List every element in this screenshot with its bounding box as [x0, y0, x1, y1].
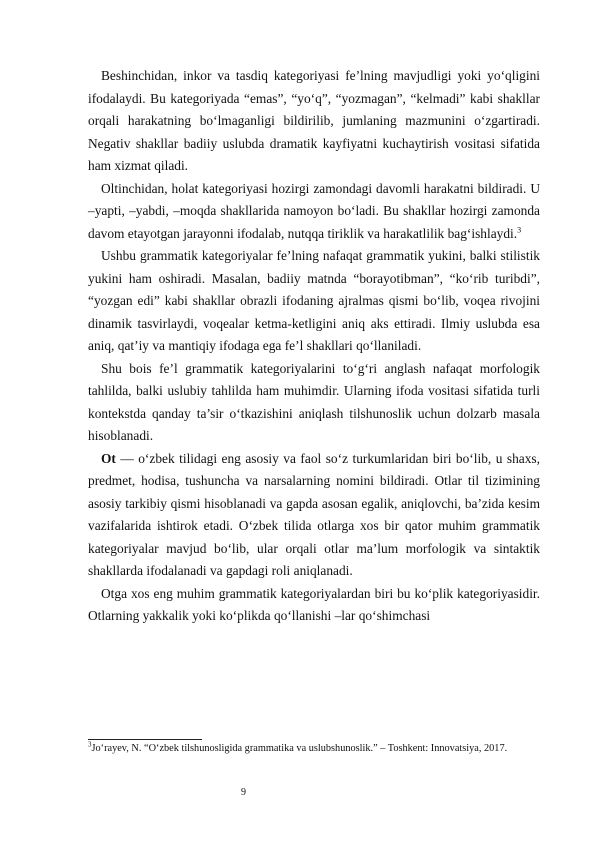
- page-number: 9: [241, 787, 246, 798]
- paragraph-inkor-tasdiq: Beshinchidan, inkor va tasdiq kategoriyasi fe’lning mavjudligi yoki yo‘qligini ifodalaydi. Bu kategoriyada “emas”, “yo‘q”, “yozmagan”, “kelmadi” kabi shakllar orqali harakatning bo‘lmaganligi bildirilib, jumlaning mazmunini o‘zgartiradi. Negativ shakllar badiiy uslubda dramatik kayfiyatni kuchaytirish vositasi sifatida ham xizmat qiladi.: [88, 68, 540, 173]
- paragraph-ot-text: — o‘zbek tilidagi eng asosiy va faol so‘z turkumlaridan biri bo‘lib, u shaxs, predmet, hodisa, tushuncha va narsalarning nomini bildiradi. Otlar til tizimining asosiy tarkibiy qismi hisoblanadi va gapda asosan egalik, aniqlovchi, ba’zida kesim vazifalarida ishtirok etadi. O‘zbek tilida otlarga xos bir qator muhim grammatik kategoriyalar mavjud bo‘lib, ular orqali otlar ma’lum morfologik va sintaktik shakllarda ifodalanadi va gapdagi roli aniqlanadi.: [88, 450, 540, 578]
- paragraph-holat-text: Oltinchidan, holat kategoriyasi hozirgi zamondagi davomli harakatni bildiradi. U –yapti, –yabdi, –moqda shakllarida namoyon bo‘ladi. Bu shakllar hozirgi zamonda davom etayotgan jarayonni ifodalab, nutqqa tiriklik va harakatlilik bag‘ishlaydi.: [88, 180, 540, 241]
- term-ot: Ot: [101, 450, 116, 466]
- footnote-text: Jo‘rayev, N. “O‘zbek tilshunosligida grammatika va uslubshunoslik.” – Toshkent: Innovatsiya, 2017.: [91, 743, 508, 754]
- document-body: [88, 65, 540, 628]
- paragraph-shu-bois: Shu bois fe’l grammatik kategoriyalarini to‘g‘ri anglash nafaqat morfologik tahlilda, balki uslubiy tahlilda ham muhimdir. Ularning ifoda vositasi sifatida turli kontekstda qanday ta’sir o‘tkazishini aniqlash tilshunoslik uchun dolzarb masala hisoblanadi.: [88, 360, 540, 443]
- paragraph-stilistik: Ushbu grammatik kategoriyalar fe’lning nafaqat grammatik yukini, balki stilistik yukini ham oshiradi. Masalan, badiiy matnda “borayotibman”, “ko‘rib turibdi”, “yozgan edi” kabi shakllar obrazli ifodaning ajralmas qismi bo‘lib, voqea rivojini dinamik tasvirlaydi, voqealar ketma-ketligini aniq aks ettiradi. Ilmiy uslubda esa aniq, qat’iy va mantiqiy ifodaga ega fe’l shakllari qo‘llaniladi.: [88, 248, 540, 353]
- paragraph-holat: [88, 178, 540, 246]
- paragraph-koplik: Otga xos eng muhim grammatik kategoriyalardan biri bu ko‘plik kategoriyasidir. Otlarning yakkalik yoki ko‘plikda qo‘llanishi –lar qo‘shimchasi: [88, 585, 540, 623]
- footnote: [88, 742, 540, 755]
- paragraph-ot: [88, 448, 540, 583]
- footnote-number: 3: [88, 740, 92, 749]
- footnote-reference[interactable]: 3: [517, 225, 522, 235]
- footnote-divider: [88, 739, 202, 740]
